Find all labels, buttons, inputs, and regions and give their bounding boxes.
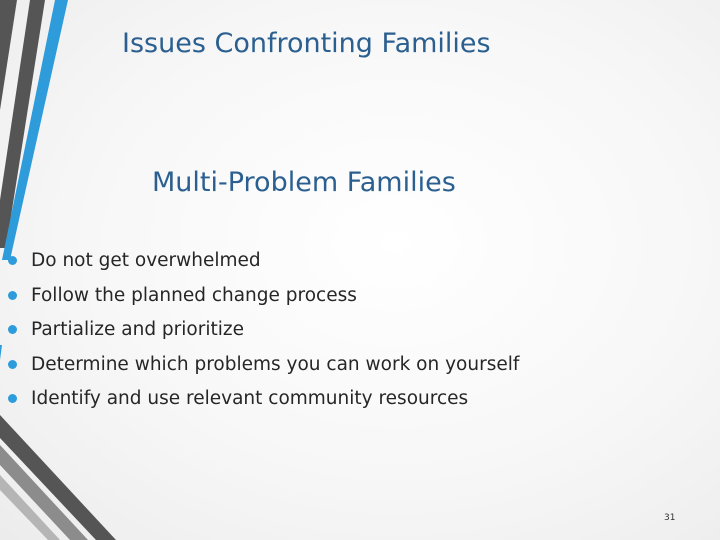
bullet-list [0,244,600,417]
slide-title: Issues Confronting Families [122,28,491,59]
bullet-dot-icon [8,325,17,334]
bullet-dot-icon [8,291,17,300]
bullet-text: Partialize and prioritize [31,319,244,340]
bullet-dot-icon [8,394,17,403]
page-number: 31 [664,513,676,523]
bullet-text: Determine which problems you can work on yourself [31,353,520,375]
slide-subtitle: Multi-Problem Families [152,167,456,198]
bullet-text: Follow the planned change process [31,284,357,306]
bullet-dot-icon [8,256,17,265]
bullet-dot-icon [8,360,17,369]
bullet-text: Identify and use relevant community resources [31,388,469,409]
dark-stripe-left [0,0,17,110]
bullet-item [0,382,600,417]
bullet-text: Do not get overwhelmed [31,250,261,271]
bullet-item [0,244,600,279]
bullet-item [0,348,600,383]
bullet-item [0,313,600,348]
bullet-item [0,279,600,314]
